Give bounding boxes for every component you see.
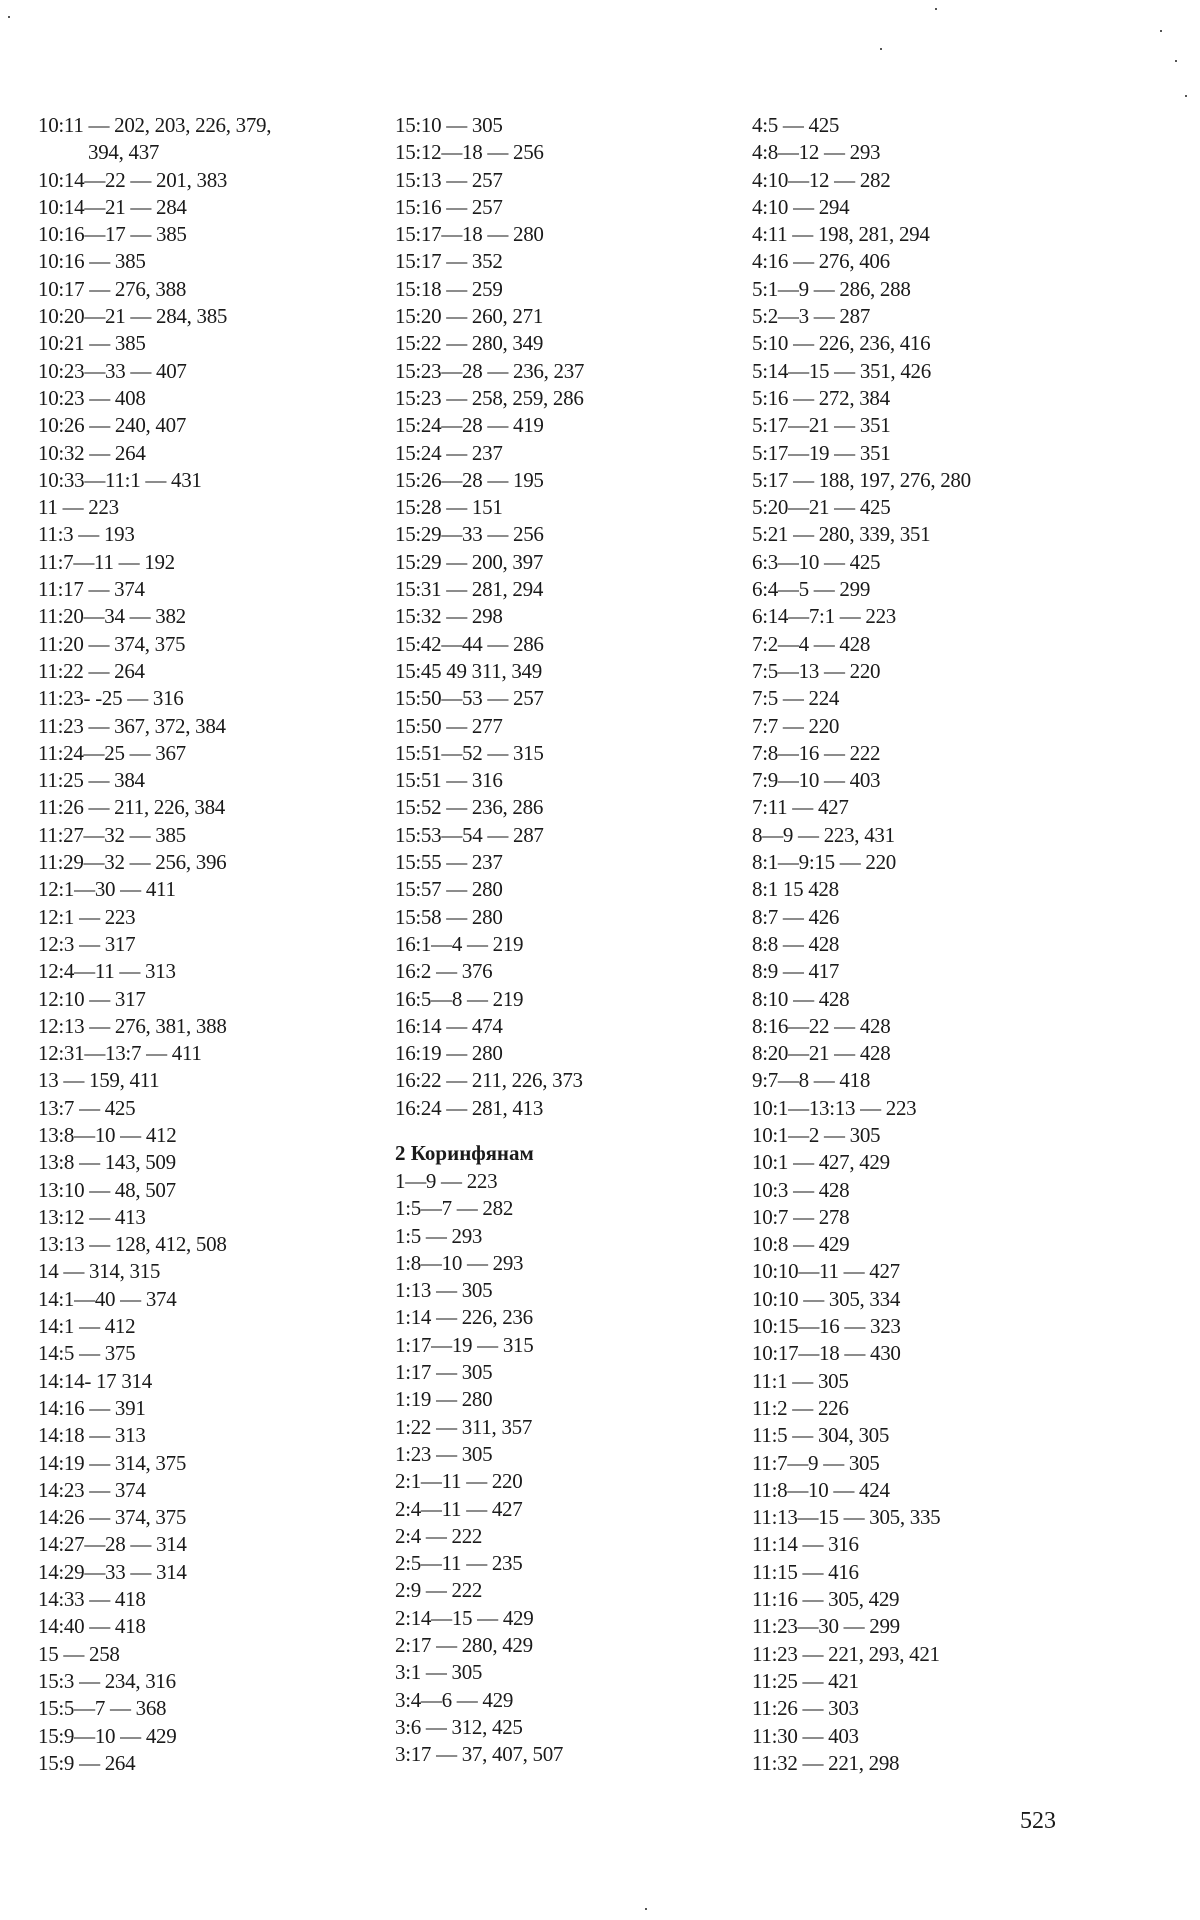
section-title: 2 Коринфянам: [395, 1140, 534, 1165]
index-entry: 13:13 — 128, 412, 508: [38, 1232, 227, 1257]
index-column-2: [395, 112, 725, 1769]
index-entry: 1:17 — 305: [395, 1360, 493, 1385]
index-entry: 11:26 — 303: [752, 1696, 859, 1721]
index-entry: 15:3 — 234, 316: [38, 1668, 176, 1693]
index-entry: 11:23 — 367, 372, 384: [38, 713, 226, 738]
index-entry: 15:10 — 305: [395, 113, 503, 137]
index-entry: 14:1—40 — 374: [38, 1286, 177, 1311]
index-entry: 11:24—25 — 367: [38, 740, 186, 765]
index-entry: 4:11 — 198, 281, 294: [752, 222, 930, 247]
index-entry: 15:51—52 — 315: [395, 740, 544, 765]
index-entry: 14:14- 17 314: [38, 1368, 152, 1393]
index-entry: 10:1 — 427, 429: [752, 1150, 890, 1175]
index-entry: 3:4—6 — 429: [395, 1687, 514, 1712]
index-entry: 5:21 — 280, 339, 351: [752, 522, 931, 547]
scan-speck: [1185, 95, 1187, 97]
index-entry: 5:1—9 — 286, 288: [752, 276, 911, 301]
index-entry: 13:8 — 143, 509: [38, 1150, 176, 1175]
index-entry: 1:5—7 — 282: [395, 1196, 514, 1221]
index-entry: 14:5 — 375: [38, 1341, 136, 1366]
index-entry: 5:20—21 — 425: [752, 495, 891, 520]
index-entry: 13 — 159, 411: [38, 1068, 160, 1093]
index-entry: 11:20 — 374, 375: [38, 631, 186, 656]
index-entry: 10:15—16 — 323: [752, 1314, 901, 1339]
index-entry: 10:14—21 — 284: [38, 194, 187, 219]
index-column-3: [752, 112, 1082, 1777]
index-entry: 15:57 — 280: [395, 877, 503, 902]
index-entry: 10:10—11 — 427: [752, 1259, 900, 1284]
index-entry: 15:23—28 — 236, 237: [395, 358, 585, 383]
index-entry: 11:25 — 384: [38, 768, 145, 793]
index-entry: 16:22 — 211, 226, 373: [395, 1068, 583, 1093]
index-entry: 5:16 — 272, 384: [752, 385, 890, 410]
index-entry: 10:8 — 429: [752, 1232, 850, 1257]
index-entry: 13:10 — 48, 507: [38, 1177, 176, 1202]
index-entry: 10:23—33 — 407: [38, 358, 187, 383]
index-entry: 2:14—15 — 429: [395, 1605, 534, 1630]
index-entry: 9:7—8 — 418: [752, 1068, 871, 1093]
index-entry: 1:5 — 293: [395, 1223, 483, 1248]
index-entry: 6:14—7:1 — 223: [752, 604, 896, 629]
index-entry: 15:9 — 264: [38, 1750, 136, 1775]
index-entry: 5:14—15 — 351, 426: [752, 358, 931, 383]
index-entry: 1:23 — 305: [395, 1441, 493, 1466]
index-entry: 15:24—28 — 419: [395, 413, 544, 438]
index-entry: 13:12 — 413: [38, 1204, 146, 1229]
index-entry: 2:17 — 280, 429: [395, 1633, 533, 1658]
index-entry: 14:26 — 374, 375: [38, 1505, 187, 1530]
index-entry: 14:29—33 — 314: [38, 1559, 187, 1584]
index-entry: 15:18 — 259: [395, 276, 503, 301]
index-entry: 15:16 — 257: [395, 194, 503, 219]
index-entry: 11:7—11 — 192: [38, 549, 175, 574]
index-entry: 10:16—17 — 385: [38, 222, 187, 247]
index-entry: 15:17 — 352: [395, 249, 503, 274]
index-entry: 11:16 — 305, 429: [752, 1587, 900, 1612]
index-entry: 5:10 — 226, 236, 416: [752, 331, 931, 356]
index-entry: 6:4—5 — 299: [752, 577, 871, 602]
index-entry: 1—9 — 223: [395, 1168, 498, 1193]
index-entry: 11:17 — 374: [38, 577, 145, 602]
index-entry: 2:4 — 222: [395, 1523, 483, 1548]
index-entry: 15:29 — 200, 397: [395, 549, 544, 574]
index-entry: 14:27—28 — 314: [38, 1532, 187, 1557]
index-entry: 15:22 — 280, 349: [395, 331, 544, 356]
index-entry: 8:20—21 — 428: [752, 1041, 891, 1066]
index-entry: 7:7 — 220: [752, 713, 840, 738]
index-entry: 15:29—33 — 256: [395, 522, 544, 547]
index-entry: 13:7 — 425: [38, 1095, 136, 1120]
index-entry: 16:5—8 — 219: [395, 986, 524, 1011]
index-entry: 11:23—30 — 299: [752, 1614, 900, 1639]
index-entry: 12:1 — 223: [38, 904, 136, 929]
index-entry: 2:9 — 222: [395, 1578, 483, 1603]
index-entry: 10:1—13:13 — 223: [752, 1095, 917, 1120]
index-entry: 16:19 — 280: [395, 1041, 503, 1066]
scan-speck: [1175, 60, 1177, 62]
index-entry: 12:4—11 — 313: [38, 959, 176, 984]
index-entry: 6:3—10 — 425: [752, 549, 881, 574]
index-entry: 8:1 15 428: [752, 877, 839, 902]
index-column-1: [38, 112, 368, 1777]
index-entry: 15:45 49 311, 349: [395, 658, 542, 683]
index-entry: 11:14 — 316: [752, 1532, 859, 1557]
index-entry: 11:26 — 211, 226, 384: [38, 795, 225, 820]
index-entry: 8:10 — 428: [752, 986, 850, 1011]
index-entry: 8:7 — 426: [752, 904, 840, 929]
index-entry: 15:52 — 236, 286: [395, 795, 544, 820]
index-entry: 5:17—21 — 351: [752, 413, 891, 438]
index-entry: 13:8—10 — 412: [38, 1122, 177, 1147]
index-entry: 16:1—4 — 219: [395, 931, 524, 956]
index-entry: 15:23 — 258, 259, 286: [395, 385, 584, 410]
index-entry: 14:19 — 314, 375: [38, 1450, 187, 1475]
index-entry: 8—9 — 223, 431: [752, 822, 895, 847]
index-entry: 12:31—13:7 — 411: [38, 1041, 202, 1066]
index-entry: 11:23 — 221, 293, 421: [752, 1641, 940, 1666]
index-entry: 11 — 223: [38, 495, 119, 520]
index-entry: 10:16 — 385: [38, 249, 146, 274]
index-entry: 11:2 — 226: [752, 1395, 849, 1420]
index-entry: 4:16 — 276, 406: [752, 249, 890, 274]
index-entry: 12:10 — 317: [38, 986, 146, 1011]
index-entry: 11:5 — 304, 305: [752, 1423, 890, 1448]
index-entry: 11:32 — 221, 298: [752, 1750, 900, 1775]
index-entry: 10:3 — 428: [752, 1177, 850, 1202]
index-entry: 14:40 — 418: [38, 1614, 146, 1639]
index-entry: 15:9—10 — 429: [38, 1723, 177, 1748]
index-entry: 10:33—11:1 — 431: [38, 467, 202, 492]
index-entry: 1:13 — 305: [395, 1278, 493, 1303]
index-entry: 15:26—28 — 195: [395, 467, 544, 492]
index-entry: 8:16—22 — 428: [752, 1013, 891, 1038]
index-entry: 11:8—10 — 424: [752, 1477, 890, 1502]
index-entry: 11:30 — 403: [752, 1723, 859, 1748]
index-entry: 1:19 — 280: [395, 1387, 493, 1412]
index-entry: 7:9—10 — 403: [752, 768, 881, 793]
index-entry: 15:53—54 — 287: [395, 822, 544, 847]
scan-speck: [935, 8, 937, 10]
index-entry: 11:25 — 421: [752, 1668, 859, 1693]
index-entry: 15:50 — 277: [395, 713, 503, 738]
page-number: 523: [1020, 1808, 1056, 1834]
index-entry: 15:55 — 237: [395, 850, 503, 875]
index-entry: 15:31 — 281, 294: [395, 577, 544, 602]
index-entry: 7:11 — 427: [752, 795, 849, 820]
index-entry: 14:1 — 412: [38, 1314, 136, 1339]
index-entry: 15:32 — 298: [395, 604, 503, 629]
index-entry: 8:8 — 428: [752, 931, 840, 956]
index-entry: 11:13—15 — 305, 335: [752, 1505, 941, 1530]
index-entry: 3:17 — 37, 407, 507: [395, 1742, 564, 1767]
index-entry: 3:1 — 305: [395, 1660, 483, 1685]
index-entry: 5:17 — 188, 197, 276, 280: [752, 467, 971, 492]
index-entry: 7:5 — 224: [752, 686, 840, 711]
index-entry: 1:17—19 — 315: [395, 1332, 534, 1357]
index-entry: 1:8—10 — 293: [395, 1250, 524, 1275]
index-entry: 11:22 — 264: [38, 658, 145, 683]
index-entry: 2:1—11 — 220: [395, 1469, 523, 1494]
index-entry: 4:5 — 425: [752, 113, 840, 137]
index-entry: 10:1—2 — 305: [752, 1122, 881, 1147]
index-entry: 15:58 — 280: [395, 904, 503, 929]
index-entry: 10:32 — 264: [38, 440, 146, 465]
index-entry: 1:22 — 311, 357: [395, 1414, 533, 1439]
index-entry: 10:7 — 278: [752, 1204, 850, 1229]
index-entry: 11:1 — 305: [752, 1368, 849, 1393]
index-entry: 4:8—12 — 293: [752, 140, 881, 165]
index-entry: 16:2 — 376: [395, 959, 493, 984]
index-entry: 2:4—11 — 427: [395, 1496, 523, 1521]
index-entry: 2:5—11 — 235: [395, 1551, 523, 1576]
index-entry: 14 — 314, 315: [38, 1259, 161, 1284]
index-entry: 14:23 — 374: [38, 1477, 146, 1502]
index-entry: 7:8—16 — 222: [752, 740, 881, 765]
index-entry: 12:3 — 317: [38, 931, 136, 956]
index-entry: 15:51 — 316: [395, 768, 503, 793]
index-entry: 10:17 — 276, 388: [38, 276, 187, 301]
index-entry: 11:3 — 193: [38, 522, 135, 547]
index-entry: 11:27—32 — 385: [38, 822, 186, 847]
index-entry: 10:10 — 305, 334: [752, 1286, 901, 1311]
index-entry: 14:33 — 418: [38, 1587, 146, 1612]
index-entry: 5:17—19 — 351: [752, 440, 891, 465]
index-entry: 10:14—22 — 201, 383: [38, 167, 228, 192]
index-entry: 10:17—18 — 430: [752, 1341, 901, 1366]
index-entry: 3:6 — 312, 425: [395, 1714, 523, 1739]
index-entry: 394, 437: [88, 140, 160, 165]
index-entry: 15:5—7 — 368: [38, 1696, 167, 1721]
index-entry: 14:16 — 391: [38, 1395, 146, 1420]
index-entry: 16:24 — 281, 413: [395, 1095, 544, 1120]
index-entry: 10:21 — 385: [38, 331, 146, 356]
index-entry: 11:29—32 — 256, 396: [38, 850, 227, 875]
index-entry: 4:10—12 — 282: [752, 167, 891, 192]
scan-speck: [8, 16, 10, 18]
index-entry: 12:1—30 — 411: [38, 877, 176, 902]
index-entry: 8:9 — 417: [752, 959, 840, 984]
index-entry: 5:2—3 — 287: [752, 304, 871, 329]
index-entry: 15:20 — 260, 271: [395, 304, 544, 329]
index-entry: 11:7—9 — 305: [752, 1450, 880, 1475]
index-entry: 15:42—44 — 286: [395, 631, 544, 656]
index-entry: 10:20—21 — 284, 385: [38, 304, 228, 329]
index-entry: 11:23- -25 — 316: [38, 686, 184, 711]
index-entry: 12:13 — 276, 381, 388: [38, 1013, 227, 1038]
index-entry: 7:2—4 — 428: [752, 631, 871, 656]
index-entry: 15:17—18 — 280: [395, 222, 544, 247]
index-entry: 10:11 — 202, 203, 226, 379,: [38, 113, 272, 137]
index-entry: 8:1—9:15 — 220: [752, 850, 896, 875]
scan-speck: [1160, 30, 1162, 32]
index-entry: 10:23 — 408: [38, 385, 146, 410]
index-entry: 11:20—34 — 382: [38, 604, 186, 629]
index-entry: 15:50—53 — 257: [395, 686, 544, 711]
index-entry: 4:10 — 294: [752, 194, 850, 219]
index-entry: 15:12—18 — 256: [395, 140, 544, 165]
index-entry: 7:5—13 — 220: [752, 658, 881, 683]
index-entry: 16:14 — 474: [395, 1013, 503, 1038]
index-entry: 1:14 — 226, 236: [395, 1305, 533, 1330]
index-entry: 15:13 — 257: [395, 167, 503, 192]
index-entry: 11:15 — 416: [752, 1559, 859, 1584]
index-entry: 15:24 — 237: [395, 440, 503, 465]
scan-speck: [645, 1908, 647, 1910]
index-entry: 10:26 — 240, 407: [38, 413, 187, 438]
index-entry: 15:28 — 151: [395, 495, 503, 520]
index-entry: 15 — 258: [38, 1641, 120, 1666]
scan-speck: [880, 48, 882, 50]
index-entry: 14:18 — 313: [38, 1423, 146, 1448]
